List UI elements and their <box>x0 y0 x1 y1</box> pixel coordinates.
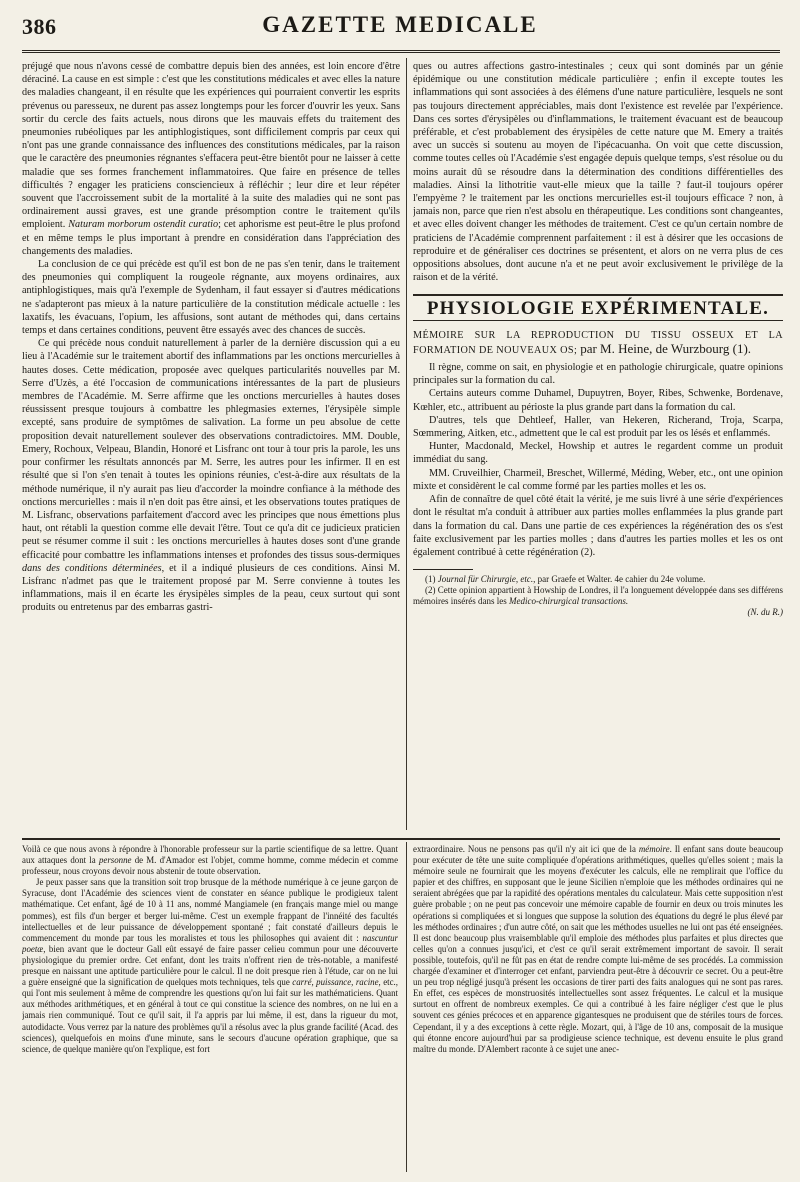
article-paragraph-1: Il règne, comme on sait, en physiologie et en pathologie chirurgicale, quatre opinions principales sur la formation du cal. <box>413 362 783 387</box>
memoire-title: MÉMOIRE SUR LA REPRODUCTION DU TISSU OSSEUX ET LA FORMATION DE NOUVEAUX OS; par M. Heine, de Wurzbourg (1). <box>413 329 783 356</box>
right-paragraph-1: ques ou autres affections gastro-intestinales ; ceux qui sont dominés par un génie épidémique ou une constitution médicale particulière ; enfin il excepte toutes les inflammations qui sont associées à des élémens d'une nature particulière, lesquels ne sont pas toujours directement appréciables, mais dont l'existence est revelée par l'expérience. Dans ces sortes d'érysipèles ou d'inflammations, le traitement évacuant est de beaucoup préférable, et c'est probablement des érysipèles de cette nature que M. Emery a traités avec un succès si soutenu au moyen de l'ipécacuanha. On voit que cette discussion, comme toutes celles où l'Académie s'est engagée depuis quelque temps, s'est résolue ou du moins aurait dû se résoudre dans la détermination des conditions différentielles des maladies. Ainsi la lithotritie vaut-elle mieux que la taille ? faut-il toujours opérer l'empyème ? le traitement par les onctions mercurielles est-il toujours efficace ? non, à jamais non, parce que rien n'est absolu en thérapeutique. Les conditions sont changeantes, et avec elles doivent changer les méthodes de traitement. C'est ce qu'un certain nombre de praticiens de l'Académie comprennent parfaitement : il est à désirer que les occasions de reproduire et de généraliser ces doctrines se présentent, et alors on ne verra plus de ces oppositions absolues, dont aucune n'a et ne peut avoir exclusivement le privilège de la raison et de la vérité. <box>413 61 783 284</box>
footnote-1: (1) Journal für Chirurgie, etc., par Graefe et Walter. 4e cahier du 24e volume. <box>425 574 706 585</box>
feuilleton-paragraph-2: Je peux passer sans que la transition soit trop brusque de la méthode numérique à ce jeune garçon de Syracuse, dont l'Académie des sciences vient de constater en séance publique le prodigieux talent mathématique. Cet enfant, âgé de 10 à 11 ans, nommé Mangiamele (en français mange miel ou mange pommes), est fils d'un berger et berger lui-même. C'est un exemple frappant de l'innéité des facultés intellectuelles et de leur puissance de développement spontané ; fait constaté d'ailleurs depuis le commencement du monde par tous les moralistes et tous les philosophes qui avaient dit : nascuntur poetæ, bien avant que le docteur Gall eût essayé de faire passer celieu commun pour une découverte physiologique du premier ordre. Cet enfant, dont les traits n'offrent rien de très-notable, a manifesté presque en naissant une aptitude particulière pour le calcul. Il ne doit presque rien à l'étude, car on ne lui a guère enseigné que la signification de quelques mots techniques, tels que carré, puissance, racine, etc., qui l'ont mis seulement à même de comprendre les questions qu'on lui fait sur les mathématiciens. Quant aux méthodes arithmétiques, et en général à tout ce qui constitue la science des nombres, on ne lui en a jamais rien communiqué. Tout ce qu'il sait, il l'a appris par lui même, il est, dans la rigueur du mot, autodidacte. Vous verrez par la nature des problèmes qu'il a résolus avec la plus grande facilité (Acad. des sciences), quelquefois en moins d'une minute, sans le secours d'aucune opération graphique, que sa science, de quelque manière qu'on l'explique, est fort <box>22 877 398 1054</box>
footnote-signature: (N. du R.) <box>747 607 783 618</box>
column-divider <box>406 58 407 830</box>
journal-title: GAZETTE MEDICALE <box>262 12 538 37</box>
feuilleton-divider <box>406 842 407 1172</box>
feuilleton-rule <box>22 838 780 840</box>
feuilleton-paragraph-3: extraordinaire. Nous ne pensons pas qu'il n'y ait ici que de la mémoire. Il enfant sans doute beaucoup pour exécuter de tête une suite compliquée d'opérations arithmétiques, quelles qu'elles soient ; mais la mémoire seule ne fournirait que les moyens d'exécuter les calculs, elle ne remplirait que l'office du papier et des chiffres, en supposant que le jeune Sicilien n'emploie que les méthodes ordinaires qui ne seraient abrégées que par la rapidité des opérations mentales du calculateur. Mais cette supposition n'est guère probable ; on ne peut pas concevoir une mémoire capable de fournir en deux ou trois minutes les opérations si compliquées et si longues que suppose la solution des équations du degré le plus élevé par les méthodes ordinaires ; d'un autre côté, on sait que les méthodes usuelles ne lui ont pas été enseignées. Il est donc beaucoup plus vraisemblable qu'il emploie des méthodes plus parfaites et plus directes que celles qu'on a connues jusqu'ici, et c'est ce qu'il serait extrêmement important de savoir. Il serait possible, toutefois, qu'il ne fût pas en état de rendre compte lui-même de ses procédés. La commission chargée d'examiner et d'interroger cet enfant, parviendra peut-être à découvrir ce secret. Ou a peut-être un peu trop négligé jusqu'à présent les occasions de tirer parti des faits analogues qui ne sont pas rares. En effet, ces espèces de monstruosités intellectuelles sont assez fréquentes. Le calcul et la musique surtout en offrent de nombreux exemples. Ce qui a contribué à les faire négliger c'est que le plus souvent ces génies précoces et en apparence gigantesques ne produisent que de stériles tours de forces. Cependant, il y a des exceptions à cette règle. Mozart, qui, à l'âge de 10 ans, composait de la musique qui étonne encore aujourd'hui par sa prodigieuse science technique, est devenu ensuite le plus grand maître du monde. D'Alembert raconte à ce sujet une anec- <box>413 844 783 1054</box>
article-paragraph-4: Hunter, Macdonald, Meckel, Howship et autres le regardent comme un produit immédiat du sang. <box>413 441 783 466</box>
feuilleton-right-column <box>413 844 783 1172</box>
footnote-rule <box>413 569 473 570</box>
article-paragraph-6: Afin de connaître de quel côté était la vérité, je me suis livré à une série d'expériences dont le résultat m'a conduit à attribuer aux parties molles enflammées la plus grande part dans la formation du cal. Dans une partie de ces expériences la régénération des os s'est faite exclusivement par les parties molles ; dans d'autres les parties molles et les os ont également contribué à cette régénération (2). <box>413 494 783 558</box>
right-column <box>413 60 783 830</box>
header-rule <box>22 50 780 53</box>
left-paragraph-1: préjugé que nous n'avons cessé de combattre depuis bien des années, est loin encore d'être déraciné. La cause en est simple : c'est que les constitutions médicales et avec elles la nature des maladies changeant, il en résulte que les expériences qui pourraient convertir les esprits prévenus ou paresseux, ne durent pas assez longtemps pour les forcer d'ouvrir les yeux. Sans sortir du cercle des faits actuels, nous dirons que les mauvais effets du traitement des pneumonies rubéoliques par les antiphlogistiques, sont difficilement compris par ceux qui n'ont pas une grande connaissance des influences des constitutions médicales, par la raison que le caractère des pneumonies régnantes s'effacera peut-être bientôt pour ne laisser à cette maladie que ses formes franchement inflammatoires. Que faire en présence de telles difficultés ? engager les praticiens consciencieux à réfléchir ; leur dire et leur répéter souvent que l'accroissement subit de la mortalité à la suite des maladies qui ne sont pas ordinairement aussi graves, est une grande présomption contre le traitement qu'ils emploient. Naturam morborum ostendit curatio; cet aphorisme est peut-être le plus profond et en même temps le plus important à prendre en considération dans l'appréciation des changements des maladies. <box>22 61 400 257</box>
memoire-author: par M. Heine, de Wurzbourg (1). <box>580 340 752 356</box>
left-paragraph-2: La conclusion de ce qui précède est qu'il est bon de ne pas s'en tenir, dans le traitement des pneumonies qui compliquent la rougeole régnante, aux moyens ordinaires, aux antiphlogistiques, mais qu'à l'exemple de Sydenham, il faut essayer si d'autres médications ne s'adapteront pas mieux à la nature particulière de la constitution médicale actuelle : les laxatifs, les évacuans, l'opium, les affusions, sont autant de méthodes qui, dans certains temps et dans certaines conditions, peuvent être essayés avec des chances de succès. <box>22 259 400 337</box>
left-column <box>22 60 400 830</box>
feuilleton-left-column <box>22 844 398 1172</box>
section-title: PHYSIOLOGIE EXPÉRIMENTALE. <box>426 298 770 320</box>
page-number: 386 <box>22 14 57 39</box>
section-heading-box <box>413 294 783 320</box>
latin-aphorism: Naturam morborum ostendit curatio <box>68 219 219 231</box>
article-paragraph-3: D'autres, tels que Dehtleef, Haller, van Hekeren, Richerand, Troja, Scarpa, Sœmmering, Aitken, etc., admettent que le cal est produit par les os lésés et enflammés. <box>413 414 783 440</box>
article-paragraph-2: Certains auteurs comme Duhamel, Dupuytren, Boyer, Ribes, Schwenke, Bordenave, Kœhler, etc., attribuent au périoste la plus grande part dans la formation du cal. <box>413 388 783 413</box>
page-header <box>0 0 800 52</box>
article-paragraph-5: MM. Cruveilhier, Charmeil, Breschet, Willermé, Méding, Weber, etc., ont une opinion mixte et considèrent le cal comme formé par les parties molles et les os. <box>413 467 783 492</box>
feuilleton-paragraph-1: Voilà ce que nous avons à répondre à l'honorable professeur sur la partie scientifique de sa lettre. Quant aux attaques dont la personne de M. d'Amador est l'objet, comme homme, comme médecin et comme professeur, nous croyons devoir nous abstenir de toute observation. <box>22 844 398 877</box>
left-paragraph-3: Ce qui précède nous conduit naturellement à parler de la dernière discussion qui a eu lieu à l'Académie sur le traitement abortif des inflammations par les onctions mercurielles à hautes doses. Cette médication, proposée avec quelques particularités nouvelles par M. Serre d'Uzès, a été l'occasion de communications intéressantes de la part de plusieurs membres de l'Académie. M. Serre affirme que les onctions mercurielles à hautes doses réussissent presque toujours à combattre les phlegmasies externes, l'érysipèle simple excepté, sans produire de symptômes de salivation. La forme un peu absolue de cette proposition devait naturellement soulever des observations contradictoires. MM. Double, Emery, Rochoux, Velpeau, Blandin, Honoré et Lisfranc ont tour à tour pris la parole, les uns pour confirmer les résultats annoncés par M. Serre, les autres pour les infirmer. Il en est résulté que si l'on s'en tenait à toutes les opinions réunies, c'est-à-dire aux résultats de la méthode numérique, il n'y aurait pas lieu d'accorder la moindre confiance à la méthode des onctions mercurielles : mais il n'en doit pas être ainsi, et les observations toutes pratiques de M. Lisfranc, observations parfaitement d'accord avec les principes que nous émettions plus haut, ont rétabli la question comme elle devait l'être. Tout ce qu'a dit ce judicieux praticien peut se résumer comme il suit : les onctions mercurielles à hautes doses sont d'une grande efficacité pour combattre les inflammations intenses et profondes des tissus sous-dermiques dans des conditions déterminées, et il a indiqué plusieurs de ces conditions. Ainsi M. Lisfranc n'admet pas que le traitement proposé par M. Serre convienne à toutes les inflammations, mais il en écarte les érysipèles simples de la peau, ceux surtout qui sont produits ou entretenus par des embarras gastri- <box>22 338 400 614</box>
footnote-2: (2) Cette opinion appartient à Howship de Londres, il l'a longuement développée dans ses différens mémoires insérés dans les Medico-chirurgical transactions. <box>413 585 783 607</box>
footnotes <box>413 574 783 618</box>
